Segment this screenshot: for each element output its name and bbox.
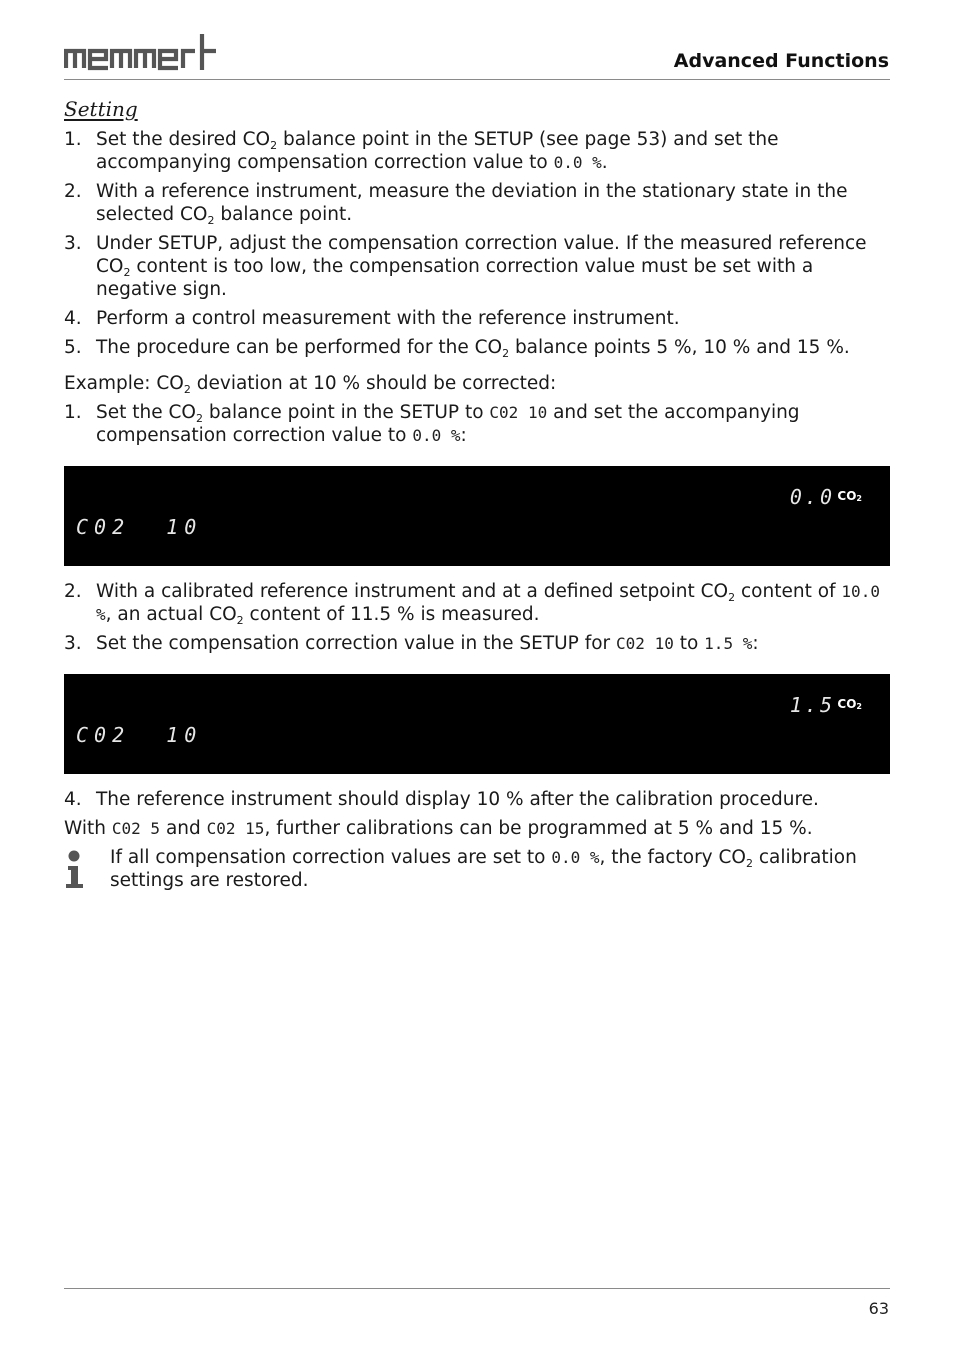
co2-subscript: 2 — [728, 591, 736, 604]
note-text: calibration settings are restored. — [110, 847, 857, 891]
co2-subscript: 2 — [183, 383, 191, 396]
step-text: . — [601, 152, 608, 173]
footer-rule — [64, 1288, 890, 1289]
step-text: and set the accompanying compensation correction value to — [96, 402, 800, 446]
section-title: Advanced Functions — [673, 50, 889, 72]
display-unit — [837, 693, 862, 716]
lcd-value: C02 10 — [489, 403, 548, 422]
lcd-value: 0.0 % — [412, 426, 461, 445]
step-text: balance point. — [214, 204, 353, 225]
example-step-3 — [64, 632, 890, 655]
setting-step-2 — [64, 180, 890, 226]
step-number: 2. — [64, 181, 82, 202]
step-text: : — [460, 425, 467, 446]
step-text: to — [673, 633, 705, 654]
display-unit-sub: 2 — [856, 494, 862, 503]
example-step-4 — [64, 788, 890, 811]
display-main-text: C02 10 — [76, 515, 203, 539]
example-step-1 — [64, 401, 890, 447]
co2-subscript: 2 — [207, 214, 215, 227]
example-text: deviation at 10 % should be corrected: — [190, 373, 557, 394]
setting-steps — [64, 128, 890, 359]
display-unit — [837, 485, 862, 508]
controller-display-1 — [64, 466, 890, 566]
co2-subscript: 2 — [502, 347, 510, 360]
header-rule — [64, 79, 890, 80]
step-text: Set the CO — [96, 402, 196, 423]
step-text: balance points 5 %, 10 % and 15 %. — [509, 337, 850, 358]
lcd-value: 0.0 % — [553, 153, 602, 172]
display-unit-base: CO — [837, 697, 857, 711]
setting-step-5 — [64, 336, 890, 359]
example-steps-a — [64, 401, 890, 447]
example-step-2 — [64, 580, 890, 626]
info-icon — [64, 850, 88, 890]
display-value: 0.0 — [789, 485, 835, 509]
step-text: content is too low, the compensation correction value must be set with a negative sign. — [96, 256, 814, 300]
step-text: content of 11.5 % is measured. — [243, 604, 540, 625]
step-number: 4. — [64, 789, 82, 810]
step-text: Perform a control measurement with the reference instrument. — [96, 308, 680, 329]
display-value: 1.5 — [789, 693, 835, 717]
step-number: 2. — [64, 581, 82, 602]
step-text: The procedure can be performed for the CO — [96, 337, 503, 358]
co2-subscript: 2 — [236, 614, 244, 627]
setting-step-4 — [64, 307, 890, 330]
step-text: : — [752, 633, 759, 654]
controller-display-2 — [64, 674, 890, 774]
lcd-value: C02 15 — [206, 819, 265, 838]
page-number: 63 — [868, 1299, 889, 1318]
example-intro — [64, 372, 890, 395]
setting-step-1 — [64, 128, 890, 174]
example-steps-c — [64, 788, 890, 811]
display-unit-sub: 2 — [856, 702, 862, 711]
step-text: Set the compensation correction value in the SETUP for — [96, 633, 617, 654]
co2-subscript: 2 — [195, 412, 203, 425]
step-number: 1. — [64, 402, 82, 423]
step-text: balance point in the SETUP (see page 53) and set the accompanying compensation correction value to — [96, 129, 779, 173]
note-text: , the factory CO — [599, 847, 746, 868]
co2-subscript: 2 — [270, 139, 278, 152]
step-text: Under SETUP, adjust the compensation correction value. If the measured reference CO — [96, 233, 867, 277]
step-number: 5. — [64, 337, 82, 358]
lcd-value: 1.5 % — [704, 634, 753, 653]
co2-subscript: 2 — [746, 857, 753, 870]
para-text: and — [160, 818, 207, 839]
para-text: , further calibrations can be programmed at 5 % and 15 %. — [264, 818, 813, 839]
step-number: 3. — [64, 633, 82, 654]
lcd-value: C02 5 — [111, 819, 161, 838]
step-text: Set the desired CO — [96, 129, 271, 150]
step-text: , an actual CO — [105, 604, 237, 625]
display-unit-base: CO — [837, 489, 857, 503]
para-text: With — [64, 818, 112, 839]
setting-step-3 — [64, 232, 890, 301]
example-text: Example: CO — [64, 373, 184, 394]
step-text: content of — [735, 581, 842, 602]
step-number: 4. — [64, 308, 82, 329]
lcd-value: 0.0 % — [551, 848, 600, 867]
step-text: With a calibrated reference instrument and at a defined setpoint CO — [96, 581, 729, 602]
subheading-setting: Setting — [64, 97, 138, 121]
lcd-value: 10.0 % — [96, 582, 880, 624]
step-number: 1. — [64, 129, 82, 150]
memmert-logo — [64, 32, 216, 72]
co2-subscript: 2 — [123, 266, 131, 279]
step-text: The reference instrument should display 10 % after the calibration procedure. — [96, 789, 819, 810]
step-text: balance point in the SETUP to — [202, 402, 490, 423]
display-main-text: C02 10 — [76, 723, 203, 747]
note-text: If all compensation correction values are set to — [110, 847, 552, 868]
step-number: 3. — [64, 233, 82, 254]
lcd-value: C02 10 — [616, 634, 674, 653]
step-text: With a reference instrument, measure the deviation in the stationary state in the selected CO — [96, 181, 848, 225]
info-note — [64, 846, 890, 892]
example-steps-b — [64, 580, 890, 655]
further-calibrations — [64, 817, 890, 840]
page-content — [64, 96, 890, 892]
